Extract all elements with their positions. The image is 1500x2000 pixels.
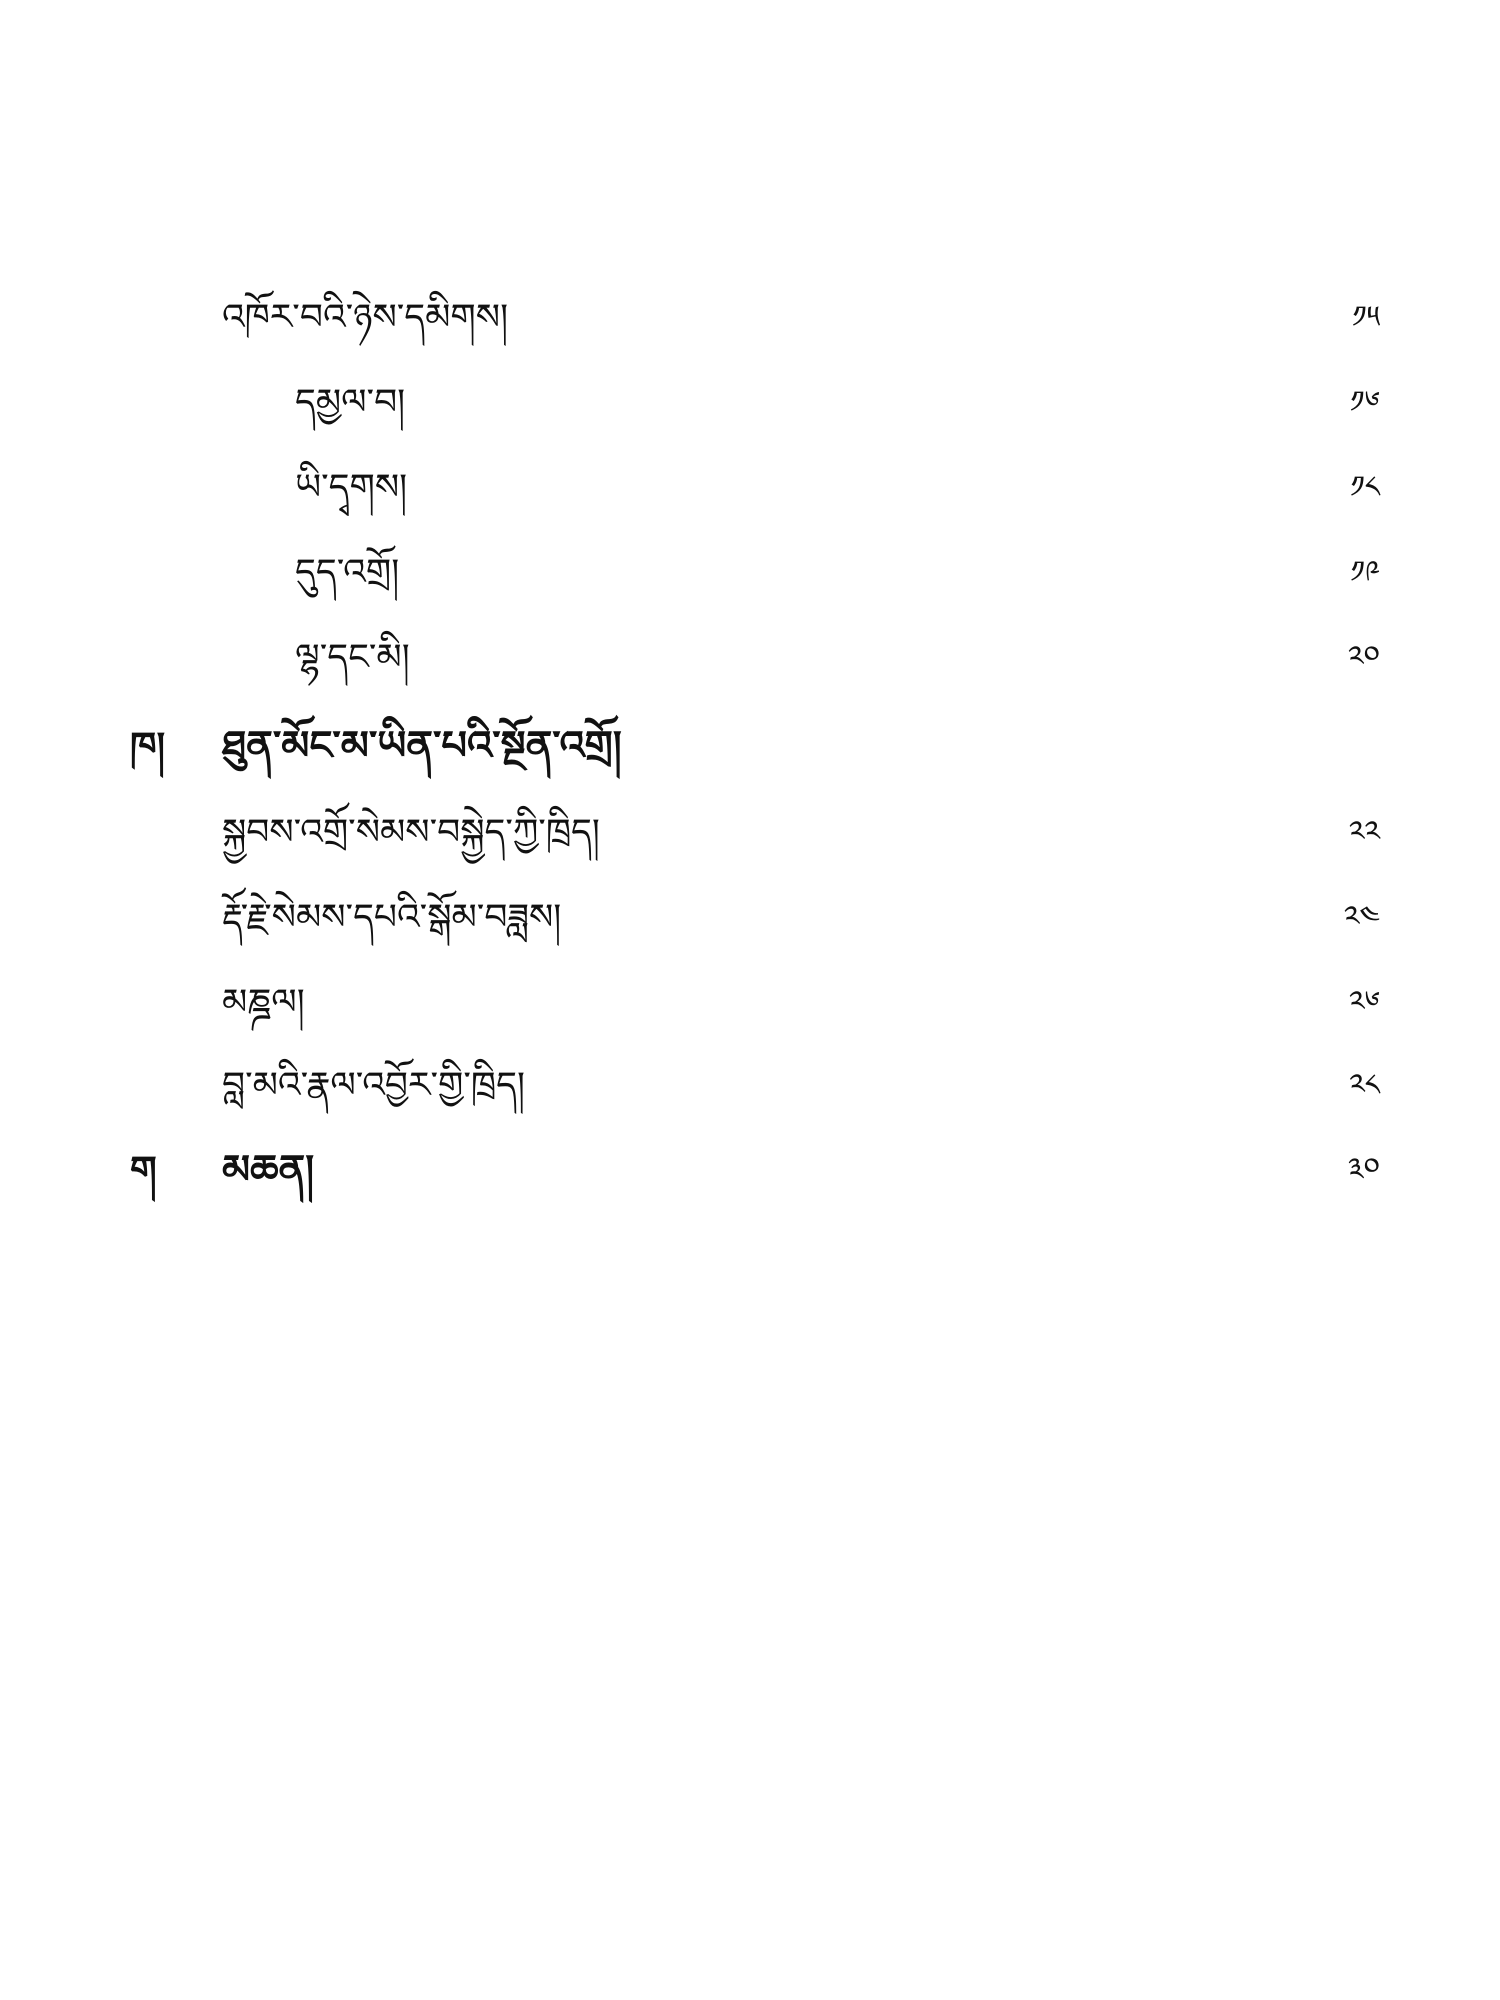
toc-section-marker: ག (130, 1147, 157, 1192)
toc-entry-title: འཁོར་བའི་ཉེས་དམིགས། (222, 297, 509, 338)
toc-entry-page: ༡༦ (1350, 385, 1380, 420)
toc-entry (0, 805, 1500, 865)
toc-entry-title: བླ་མའི་རྣལ་འབྱོར་གྱི་ཁྲིད། (222, 1065, 525, 1106)
toc-entry (0, 975, 1500, 1035)
toc-entry-title: མཎྜལ། (222, 982, 305, 1023)
toc-entry-page: ༢༨ (1349, 1068, 1380, 1103)
toc-entry-title: སྐྱབས་འགྲོ་སེམས་བསྐྱེད་ཀྱི་ཁྲིད། (222, 812, 600, 853)
toc-entry (0, 1058, 1500, 1118)
toc-section-title: མཆན། (222, 1146, 315, 1193)
toc-section-title: ཐུན་མོང་མ་ཡིན་པའི་སྔོན་འགྲོ། (222, 722, 622, 769)
toc-entry (0, 890, 1500, 950)
toc-entry (0, 375, 1500, 435)
toc-entry-page: ༢༤ (1343, 900, 1380, 935)
toc-entry (0, 545, 1500, 605)
toc-entry (0, 290, 1500, 350)
toc-section-heading (0, 718, 1500, 778)
toc-entry-page: ༢༢ (1348, 815, 1380, 850)
toc-entry (0, 460, 1500, 520)
toc-entry-page: ༢༦ (1348, 985, 1380, 1020)
toc-entry-page: ༡༩ (1350, 555, 1380, 590)
toc-entry-title: ལྷ་དང་མི། (295, 637, 410, 678)
toc-entry-page: ༢༠ (1347, 640, 1380, 675)
toc-entry-title: རྡོ་རྗེ་སེམས་དཔའི་སྒོམ་བཟླས། (222, 897, 562, 938)
toc-section-heading (0, 1142, 1500, 1202)
toc-entry-title: དམྱལ་བ། (295, 382, 406, 423)
toc-entry-title: ཡི་དྭགས། (295, 467, 408, 508)
toc-entry-page: ༣༠ (1348, 1152, 1380, 1187)
toc-entry-title: དུད་འགྲོ། (295, 552, 400, 593)
toc-entry-page: ༡༥ (1352, 300, 1380, 335)
toc-section-marker: ཁ། (130, 723, 166, 768)
toc-entry (0, 630, 1500, 690)
toc-entry-page: ༡༨ (1350, 470, 1380, 505)
